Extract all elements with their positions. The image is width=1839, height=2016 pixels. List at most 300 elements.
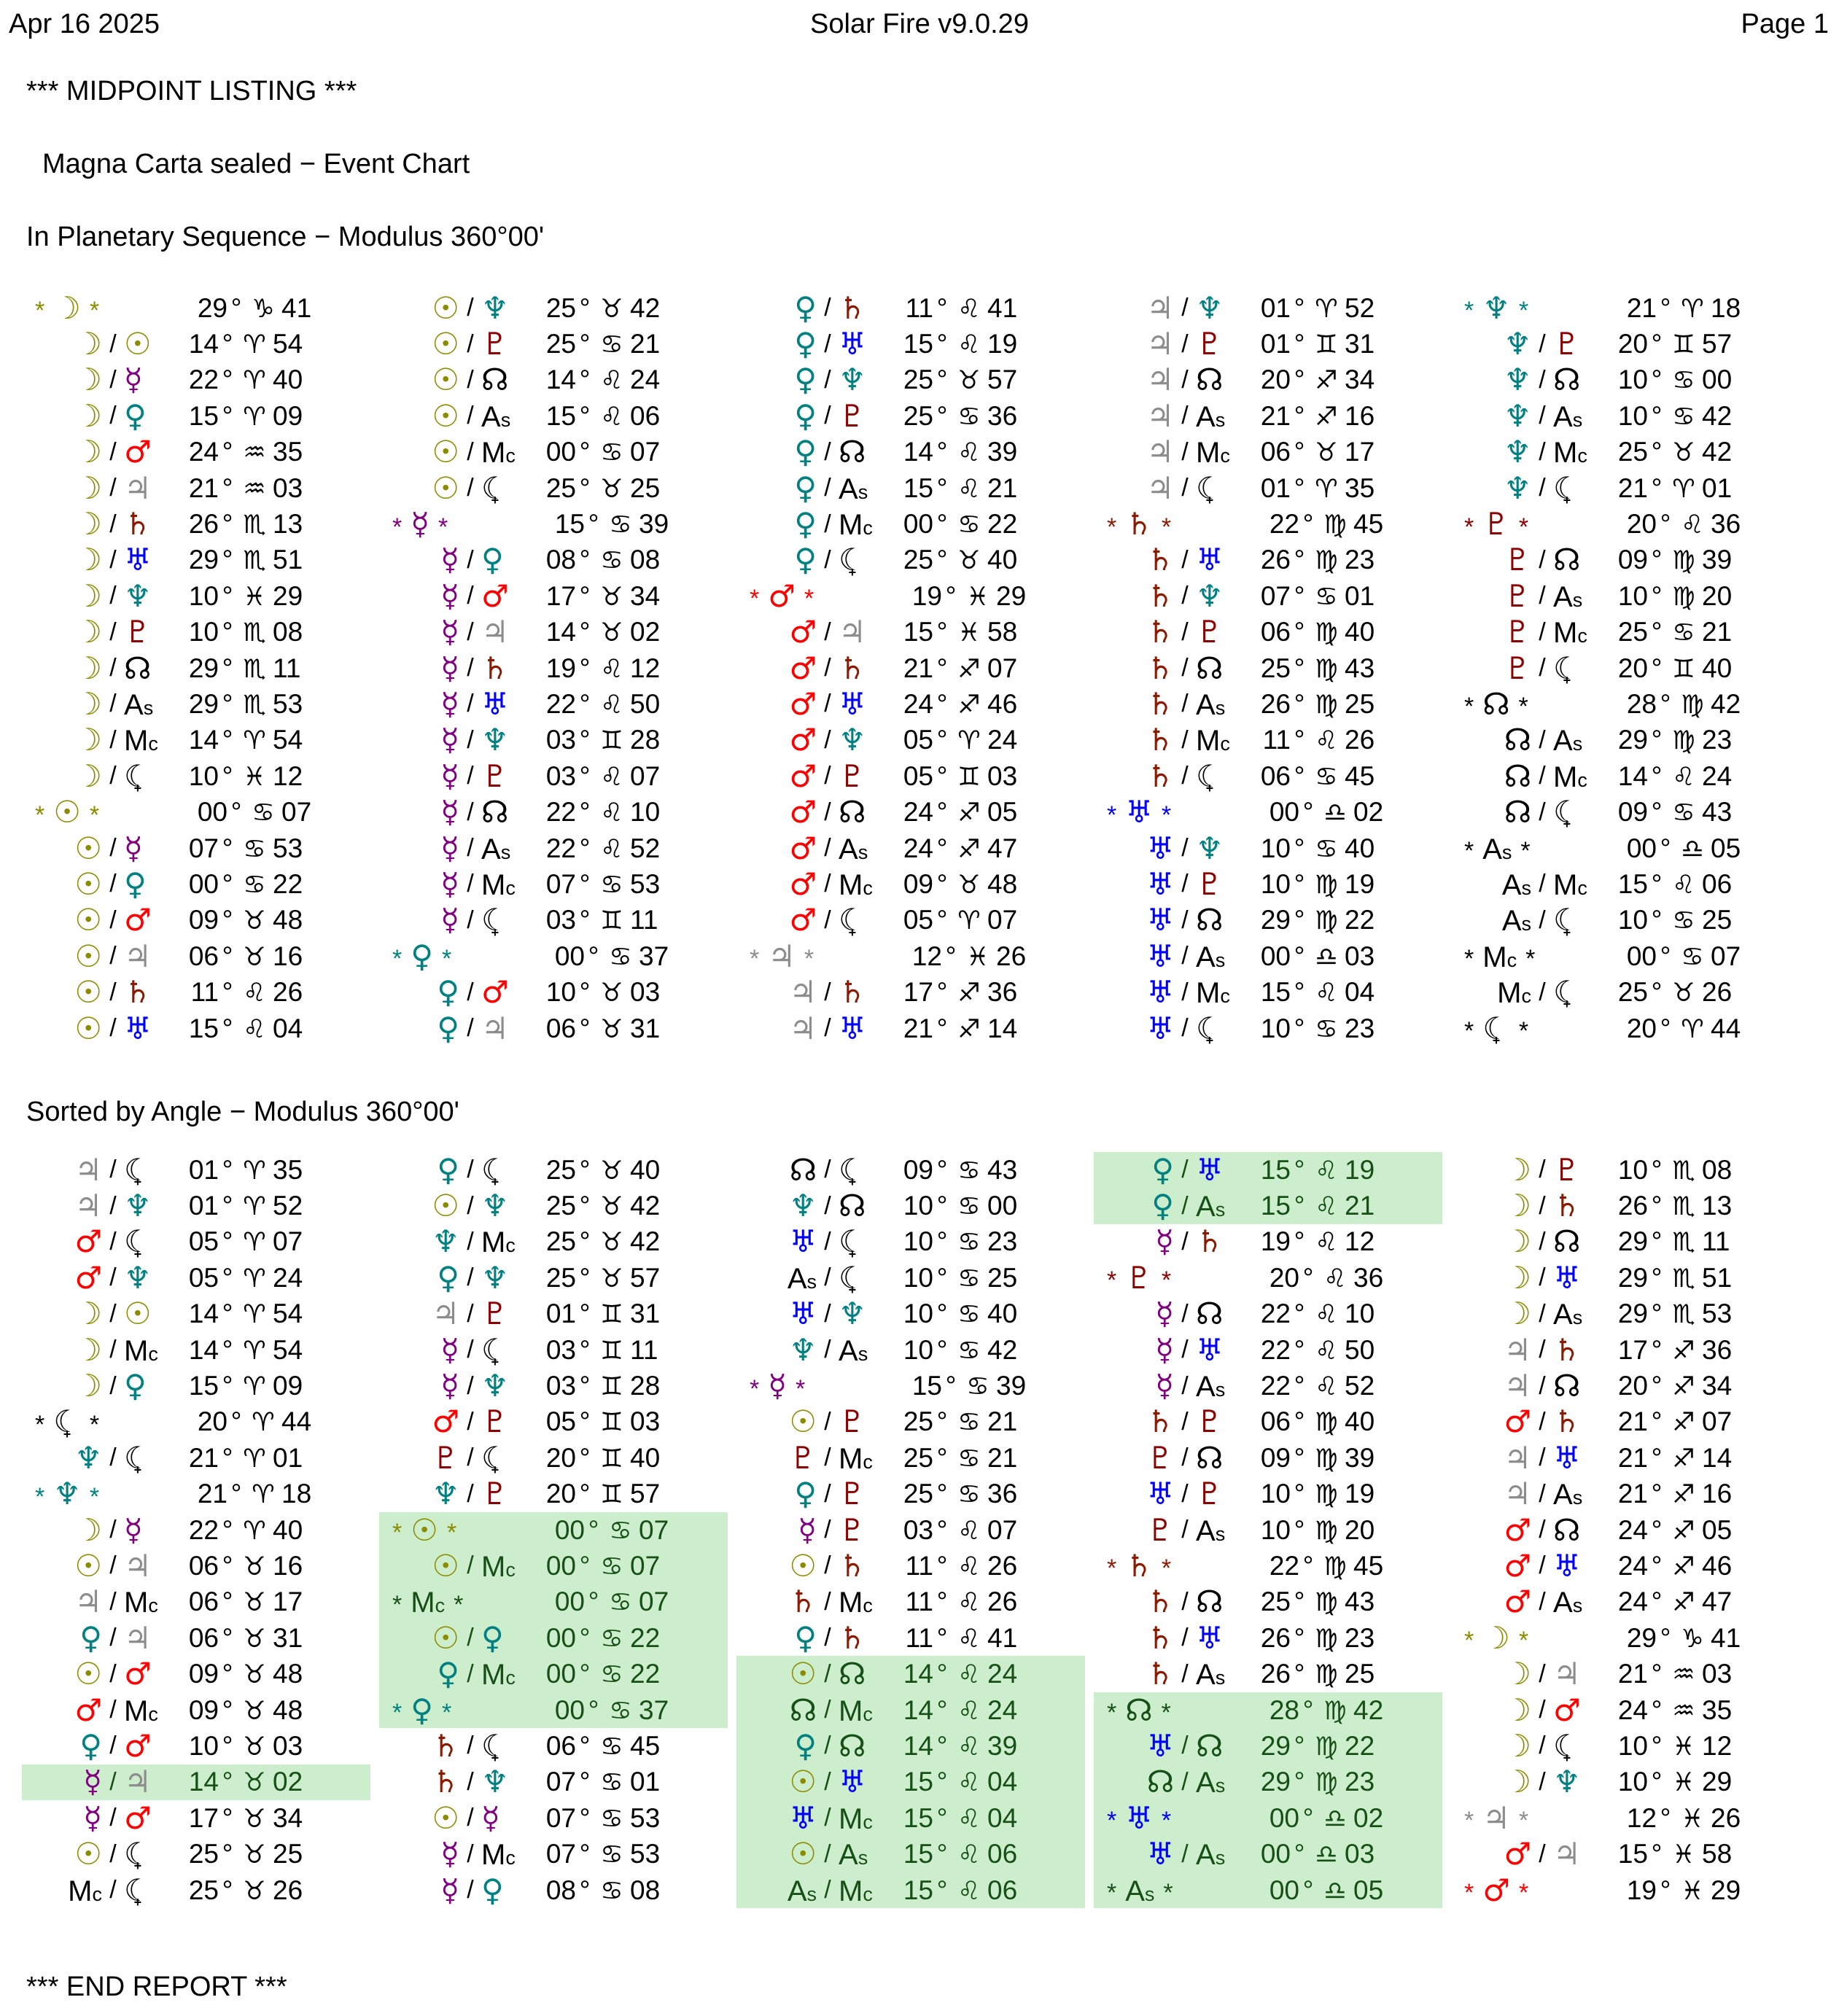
midpoint-row — [1451, 1476, 1800, 1512]
north-node-icon: ☊ — [1553, 1368, 1581, 1404]
midpoint-row — [22, 686, 370, 722]
midpoint-row — [1451, 794, 1800, 830]
cancer-icon: ♋ — [600, 1876, 623, 1906]
degree-symbol: ° — [936, 688, 948, 719]
degree-symbol: ° — [936, 437, 948, 467]
midpoint-pair — [26, 974, 181, 1011]
mars-icon: ♂ — [124, 434, 152, 470]
ascendant-icon: As — [124, 688, 154, 721]
north-node-icon: ☊ — [1196, 362, 1224, 398]
north-node-icon: ☊ — [1146, 1764, 1174, 1800]
degrees-value: 26 — [188, 509, 219, 540]
pair-slash: / — [109, 545, 117, 574]
midpoint-row — [736, 290, 1085, 326]
pisces-icon: ♓ — [966, 582, 990, 612]
midpoint-position — [1610, 437, 1744, 467]
degrees-value: 03 — [545, 1334, 576, 1365]
midpoint-row — [736, 758, 1085, 794]
pair-slash: / — [1181, 402, 1189, 430]
midpoint-pair — [1098, 685, 1253, 722]
minutes-value: 31 — [630, 1299, 661, 1329]
ascendant-icon: As — [1196, 1839, 1226, 1872]
degree-symbol: ° — [579, 725, 591, 755]
pair-slash: / — [1539, 618, 1546, 646]
midpoint-pair — [1455, 1331, 1610, 1368]
midpoint-position — [1619, 1875, 1753, 1906]
capricorn-icon: ♑ — [252, 294, 275, 324]
midpoint-row — [736, 1152, 1085, 1188]
pair-slash: / — [467, 1732, 474, 1760]
degrees-value: 29 — [1617, 725, 1648, 755]
aries-icon: ♈ — [243, 1516, 266, 1546]
venus-icon: ♀ — [794, 1727, 817, 1764]
jupiter-icon: ♃ — [1146, 397, 1174, 434]
midpoint-row — [22, 1728, 370, 1764]
midpoint-position — [895, 1226, 1030, 1257]
north-node-icon: ☊ — [789, 1151, 817, 1188]
saturn-icon: ♄ — [789, 1584, 817, 1620]
leo-icon: ♌ — [957, 1732, 981, 1762]
minutes-value: 07 — [639, 1514, 669, 1545]
degrees-value: 09 — [1260, 1442, 1291, 1473]
aries-icon: ♈ — [243, 1156, 266, 1186]
app-title: Solar Fire v9.0.29 — [810, 9, 1029, 39]
midpoint-position — [1610, 1406, 1744, 1437]
midheaven-icon: Mc — [839, 1875, 873, 1907]
saturn-icon: ♄ — [1146, 577, 1174, 614]
midpoint-row — [22, 1656, 370, 1692]
minutes-value: 22 — [630, 1622, 661, 1653]
midpoint-pair — [384, 1259, 538, 1296]
degrees-value: 15 — [188, 1013, 219, 1043]
gemini-icon: ♊ — [600, 1480, 623, 1510]
degree-symbol: ° — [222, 1154, 233, 1185]
pair-slash: / — [824, 1444, 831, 1472]
uranus-icon: ♅ — [124, 542, 152, 578]
midpoint-position — [1253, 581, 1387, 612]
star-mark: * — [1525, 945, 1536, 973]
moon-icon: ☽ — [74, 1368, 102, 1404]
midpoint-pair — [741, 1764, 895, 1800]
midpoint-position — [181, 1587, 315, 1617]
ascendant-icon: As — [1501, 868, 1531, 901]
degree-symbol: ° — [222, 365, 233, 395]
midpoint-pair — [26, 1692, 181, 1728]
midpoint-row — [1451, 506, 1800, 542]
virgo-icon: ♍ — [1672, 726, 1695, 756]
midpoint-row — [1094, 974, 1442, 1010]
degrees-value: 15 — [903, 329, 933, 359]
pair-slash: / — [824, 1587, 831, 1616]
degree-symbol: ° — [936, 1659, 948, 1689]
midpoint-row — [22, 1152, 370, 1188]
gemini-icon: ♊ — [957, 762, 981, 792]
midpoint-row — [22, 1836, 370, 1872]
pair-slash: / — [824, 798, 831, 826]
midpoint-position — [1610, 1731, 1744, 1762]
midpoint-position — [538, 1767, 672, 1797]
north-node-icon: ☊ — [1504, 794, 1531, 830]
midpoint-position — [1610, 1479, 1744, 1509]
pair-slash: / — [1539, 1696, 1546, 1724]
degrees-value: 25 — [903, 545, 933, 575]
degree-symbol: ° — [936, 1802, 948, 1833]
degrees-value: 24 — [1617, 1587, 1648, 1617]
mars-icon: ♂ — [1504, 1511, 1531, 1548]
minutes-value: 31 — [273, 1622, 303, 1653]
degrees-value: 15 — [1260, 1191, 1291, 1221]
midpoint-row — [1451, 1548, 1800, 1584]
midpoint-row — [1094, 578, 1442, 614]
degrees-value: 03 — [545, 760, 576, 791]
scorpio-icon: ♏ — [1672, 1264, 1695, 1293]
midpoint-row — [1094, 1296, 1442, 1332]
minutes-value: 31 — [1345, 329, 1375, 359]
minutes-value: 36 — [987, 400, 1018, 431]
midheaven-icon: Mc — [839, 1442, 873, 1475]
midpoint-pair — [1455, 1223, 1610, 1260]
degree-symbol: ° — [579, 1839, 591, 1869]
minutes-value: 34 — [1702, 1371, 1733, 1401]
degrees-value: 09 — [903, 1154, 933, 1185]
midpoint-pair — [1098, 794, 1261, 830]
minutes-value: 22 — [1345, 1730, 1375, 1761]
star-mark: * — [796, 1374, 806, 1403]
ascendant-icon: As — [481, 833, 511, 865]
midpoint-position — [181, 1191, 315, 1221]
neptune-icon: ♆ — [481, 1368, 509, 1404]
midpoint-position — [1610, 797, 1744, 828]
midpoint-pair — [26, 865, 181, 902]
midpoint-position — [190, 1406, 324, 1437]
midpoint-pair — [741, 1836, 895, 1872]
uranus-icon: ♅ — [1146, 1476, 1174, 1512]
degree-symbol: ° — [1294, 905, 1305, 935]
venus-icon: ♀ — [794, 506, 817, 542]
pair-slash: / — [1539, 1516, 1546, 1544]
jupiter-icon: ♃ — [124, 470, 152, 506]
degree-symbol: ° — [936, 1262, 948, 1293]
degree-symbol: ° — [222, 1334, 233, 1365]
midpoint-pair — [384, 362, 538, 398]
midpoint-position — [1253, 293, 1387, 324]
midpoint-row — [1094, 1728, 1442, 1764]
midpoint-row — [379, 1296, 728, 1332]
virgo-icon: ♍ — [1315, 1480, 1338, 1510]
midpoint-position — [1253, 473, 1387, 504]
degree-symbol: ° — [579, 1299, 591, 1329]
midpoint-row — [22, 794, 370, 830]
star-mark: * — [1518, 513, 1529, 541]
minutes-value: 45 — [630, 1730, 661, 1761]
midpoint-pair — [26, 1547, 181, 1584]
midpoint-pair — [741, 1692, 895, 1728]
degree-symbol: ° — [1294, 545, 1305, 575]
minutes-value: 12 — [1345, 1226, 1375, 1257]
minutes-value: 05 — [1711, 833, 1741, 863]
leo-icon: ♌ — [1315, 1300, 1338, 1330]
minutes-value: 40 — [630, 1154, 661, 1185]
degree-symbol: ° — [579, 1154, 591, 1185]
pair-slash: / — [467, 834, 474, 863]
pair-slash: / — [824, 978, 831, 1006]
midpoint-pair — [1098, 1259, 1261, 1296]
degrees-value: 15 — [545, 400, 576, 431]
midpoint-pair — [1455, 1619, 1619, 1656]
cancer-icon: ♋ — [1672, 402, 1695, 432]
pair-slash: / — [824, 1804, 831, 1832]
degrees-value: 09 — [188, 1659, 219, 1689]
degrees-value: 05 — [903, 725, 933, 755]
minutes-value: 26 — [987, 1587, 1018, 1617]
neptune-icon: ♆ — [74, 1439, 102, 1476]
neptune-icon: ♆ — [432, 1223, 459, 1260]
minutes-value: 25 — [1702, 905, 1733, 935]
midpoint-pair — [26, 650, 181, 686]
midpoint-pair — [384, 1799, 538, 1836]
aquarius-icon: ♒ — [243, 438, 266, 468]
midpoint-row — [736, 1368, 1085, 1404]
degrees-value: 14 — [188, 1767, 219, 1797]
degree-symbol: ° — [936, 1334, 948, 1365]
pair-slash: / — [467, 762, 474, 790]
moon-icon: ☽ — [74, 326, 102, 362]
midpoint-position — [181, 1875, 315, 1906]
midpoint-row — [379, 938, 728, 974]
degrees-value: 29 — [1260, 1730, 1291, 1761]
midpoint-position — [1610, 1551, 1744, 1581]
degrees-value: 22 — [1269, 509, 1299, 540]
midpoint-row — [1451, 650, 1800, 686]
lilith-icon: ☾ + — [839, 1263, 866, 1293]
sun-icon: ☉ — [432, 434, 459, 470]
degrees-value: 07 — [1260, 580, 1291, 611]
midheaven-icon: Mc — [1553, 617, 1587, 650]
degrees-value: 03 — [545, 725, 576, 755]
minutes-value: 02 — [630, 617, 661, 647]
degree-symbol: ° — [1294, 1442, 1305, 1473]
degrees-value: 25 — [1617, 437, 1648, 467]
pair-slash: / — [109, 1156, 117, 1184]
venus-icon: ♀ — [411, 938, 433, 974]
minutes-value: 07 — [273, 1226, 303, 1257]
minutes-value: 06 — [987, 1839, 1018, 1869]
degree-symbol: ° — [936, 365, 948, 395]
midheaven-icon: Mc — [481, 1839, 516, 1872]
taurus-icon: ♉ — [600, 1156, 623, 1186]
midpoint-pair — [26, 830, 181, 866]
scorpio-icon: ♏ — [1672, 1192, 1695, 1222]
midpoint-row — [379, 1872, 728, 1908]
midpoint-pair — [741, 758, 895, 794]
page-number: Page 1 — [1741, 9, 1829, 39]
minutes-value: 02 — [273, 1767, 303, 1797]
star-mark: * — [35, 297, 45, 325]
venus-icon: ♀ — [1151, 1151, 1174, 1188]
midpoint-row — [22, 1800, 370, 1836]
taurus-icon: ♉ — [600, 1014, 623, 1044]
minutes-value: 07 — [987, 653, 1018, 683]
midpoint-position — [181, 1335, 315, 1366]
midpoint-row — [1094, 542, 1442, 578]
minutes-value: 22 — [630, 1659, 661, 1689]
star-mark: * — [392, 1699, 403, 1727]
midpoint-pair — [1455, 1872, 1619, 1908]
moon-icon: ☽ — [1504, 1223, 1531, 1260]
minutes-value: 07 — [987, 1514, 1018, 1545]
uranus-icon: ♅ — [1125, 794, 1153, 830]
minutes-value: 43 — [1345, 653, 1375, 683]
degrees-value: 00 — [554, 1587, 585, 1617]
pair-slash: / — [824, 1336, 831, 1364]
degrees-value: 17 — [545, 580, 576, 611]
minutes-value: 45 — [1353, 509, 1384, 540]
minutes-value: 02 — [1353, 797, 1384, 828]
ascendant-icon: As — [1125, 1875, 1155, 1907]
uranus-icon: ♅ — [1196, 1619, 1224, 1656]
degree-symbol: ° — [936, 1479, 948, 1509]
midpoint-row — [1451, 1728, 1800, 1764]
degree-symbol: ° — [1294, 868, 1305, 899]
midpoint-row — [1451, 326, 1800, 362]
pair-slash: / — [109, 1840, 117, 1868]
degrees-value: 10 — [903, 1191, 933, 1221]
minutes-value: 16 — [1345, 400, 1375, 431]
degrees-value: 00 — [545, 437, 576, 467]
midpoint-position — [181, 1263, 315, 1293]
saturn-icon: ♄ — [1553, 1404, 1581, 1440]
midpoint-position — [1610, 401, 1744, 432]
midpoint-row — [379, 1260, 728, 1296]
midpoint-pair — [1455, 542, 1610, 578]
degree-symbol: ° — [222, 653, 233, 683]
midpoint-row — [1094, 615, 1442, 650]
moon-icon: ☽ — [74, 434, 102, 470]
midpoint-row — [379, 362, 728, 398]
degree-symbol: ° — [1651, 1334, 1663, 1365]
degree-symbol: ° — [579, 1406, 591, 1437]
degrees-value: 07 — [545, 868, 576, 899]
uranus-icon: ♅ — [839, 1764, 866, 1800]
pair-slash: / — [1181, 654, 1189, 682]
minutes-value: 04 — [1345, 977, 1375, 1008]
pair-slash: / — [824, 545, 831, 574]
degrees-value: 10 — [188, 617, 219, 647]
venus-icon: ♀ — [794, 326, 817, 362]
degree-symbol: ° — [1302, 509, 1314, 540]
sun-icon: ☉ — [432, 326, 459, 362]
star-mark: * — [1161, 1699, 1171, 1727]
pair-slash: / — [109, 1299, 117, 1328]
midpoint-position — [895, 689, 1030, 720]
sun-icon: ☉ — [74, 974, 102, 1011]
degree-symbol: ° — [222, 1262, 233, 1293]
degree-symbol: ° — [579, 545, 591, 575]
jupiter-icon: ♃ — [1504, 1368, 1531, 1404]
pair-slash: / — [467, 1336, 474, 1364]
midpoint-row — [1094, 1011, 1442, 1046]
pluto-icon: ♇ — [1553, 326, 1581, 362]
pair-slash: / — [109, 1444, 117, 1472]
cancer-icon: ♋ — [1315, 1014, 1338, 1044]
pluto-icon: ♇ — [1196, 614, 1224, 650]
midpoint-row — [22, 723, 370, 758]
degrees-value: 22 — [1260, 1334, 1291, 1365]
moon-icon: ☽ — [1504, 1188, 1531, 1224]
minutes-value: 19 — [987, 329, 1018, 359]
lilith-icon: ☾ + — [1553, 1731, 1581, 1762]
midpoint-pair — [1455, 577, 1610, 614]
minutes-value: 40 — [1345, 833, 1375, 863]
midpoint-position — [1619, 1803, 1753, 1834]
midpoint-position — [181, 689, 315, 720]
midpoint-position — [190, 797, 324, 828]
degrees-value: 25 — [545, 329, 576, 359]
degree-symbol: ° — [1302, 1694, 1314, 1725]
degrees-value: 20 — [1617, 653, 1648, 683]
minutes-value: 45 — [1353, 1550, 1384, 1581]
degrees-value: 05 — [903, 905, 933, 935]
degrees-value: 25 — [1260, 1587, 1291, 1617]
leo-icon: ♌ — [957, 474, 981, 504]
lilith-icon: ☾ + — [124, 1875, 152, 1906]
midpoint-row — [22, 1512, 370, 1548]
midpoint-row — [379, 1224, 728, 1260]
cancer-icon: ♋ — [957, 1336, 981, 1366]
aries-icon: ♈ — [252, 1480, 275, 1510]
jupiter-icon: ♃ — [1553, 1656, 1581, 1692]
sun-icon: ☉ — [124, 1296, 152, 1332]
minutes-value: 00 — [1702, 365, 1733, 395]
pisces-icon: ♓ — [1672, 1768, 1695, 1798]
minutes-value: 25 — [630, 472, 661, 503]
degrees-value: 20 — [1269, 1262, 1299, 1293]
degree-symbol: ° — [579, 1191, 591, 1221]
pair-slash: / — [467, 545, 474, 574]
uranus-icon: ♅ — [789, 1223, 817, 1260]
midpoint-position — [181, 1767, 315, 1797]
libra-icon: ♎ — [1315, 1840, 1338, 1870]
midpoint-pair — [26, 758, 181, 794]
midpoint-pair — [1455, 902, 1610, 938]
midpoint-position — [1619, 1013, 1753, 1044]
degree-symbol: ° — [222, 1514, 233, 1545]
midpoint-pair — [26, 1404, 190, 1440]
taurus-icon: ♉ — [957, 366, 981, 396]
minutes-value: 06 — [1702, 868, 1733, 899]
degree-symbol: ° — [1651, 1406, 1663, 1437]
midpoint-pair — [26, 1836, 181, 1872]
pair-slash: / — [467, 1659, 474, 1688]
sun-icon: ☉ — [432, 1799, 459, 1836]
midpoint-pair — [1455, 685, 1619, 722]
midpoint-pair — [1455, 1511, 1610, 1548]
minutes-value: 08 — [1702, 1154, 1733, 1185]
degree-symbol: ° — [1651, 1299, 1663, 1329]
pluto-icon: ♇ — [124, 614, 152, 650]
midpoint-row — [379, 1011, 728, 1046]
midpoint-row — [22, 830, 370, 866]
jupiter-icon: ♃ — [74, 1151, 102, 1188]
sagittarius-icon: ♐ — [1672, 1408, 1695, 1438]
star-mark: * — [1163, 1879, 1173, 1907]
minutes-value: 01 — [630, 1767, 661, 1797]
midpoint-row — [736, 1728, 1085, 1764]
minutes-value: 48 — [273, 905, 303, 935]
north-node-icon: ☊ — [1482, 685, 1510, 722]
mars-icon: ♂ — [481, 577, 509, 614]
cancer-icon: ♋ — [600, 330, 623, 360]
